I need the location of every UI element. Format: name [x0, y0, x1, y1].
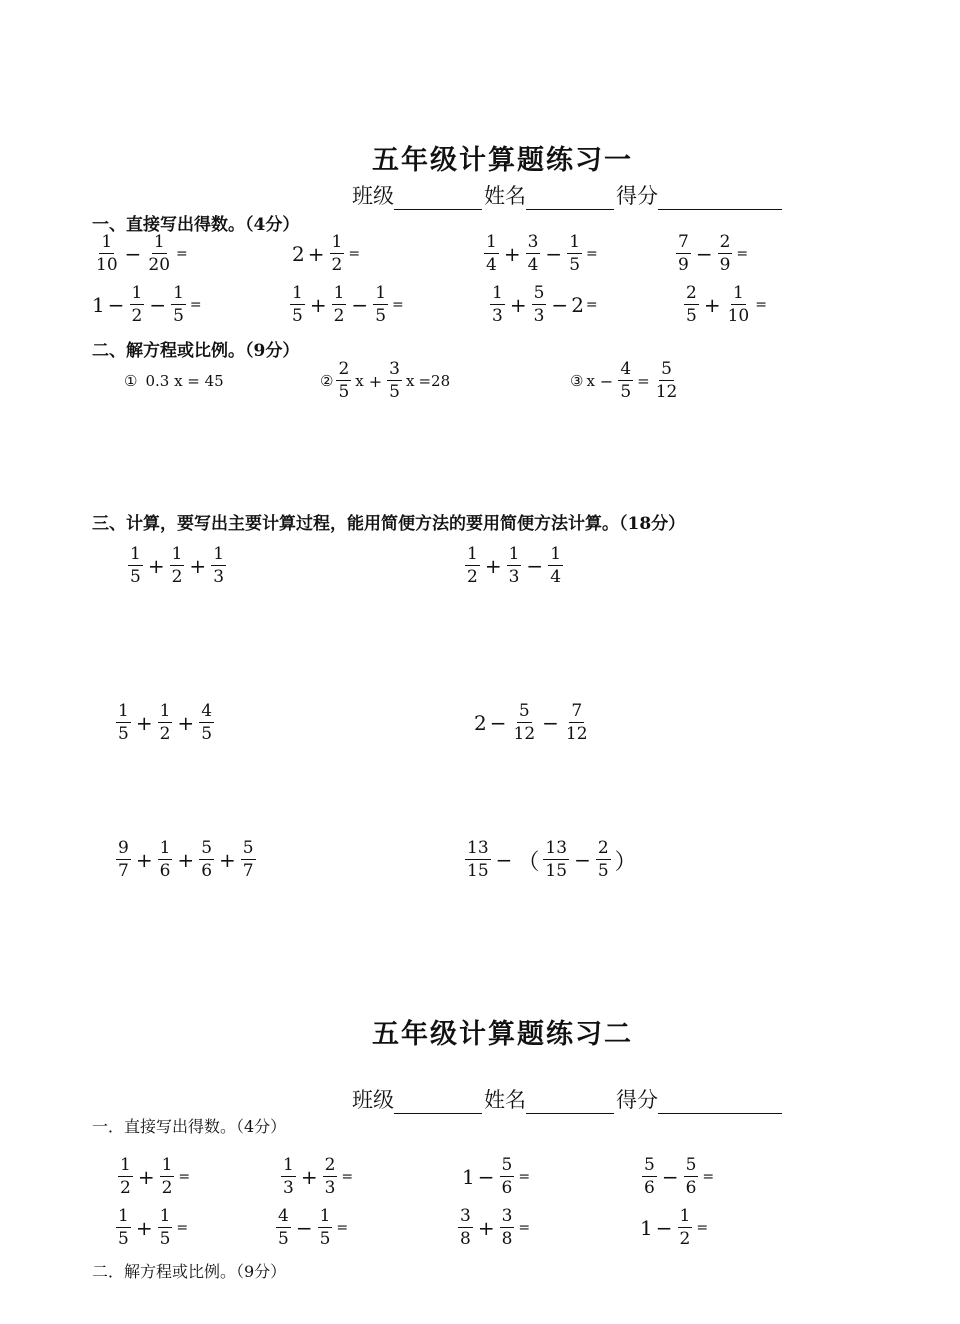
math-symbol: +: [135, 848, 153, 872]
numerator: 1: [131, 283, 143, 303]
math-symbol: =: [176, 246, 188, 262]
denominator: 20: [148, 255, 171, 275]
denominator: 2: [333, 306, 345, 326]
fraction: [211, 546, 226, 586]
numerator: 1: [292, 283, 303, 303]
fraction: [512, 703, 538, 743]
denominator: 10: [727, 306, 750, 326]
math-symbol: +: [477, 1216, 495, 1240]
fraction: [458, 1208, 473, 1248]
fraction: [116, 703, 131, 743]
denominator: 15: [545, 861, 568, 881]
math-symbol: x: [405, 372, 415, 390]
numerator: 2: [597, 838, 609, 858]
math-symbol: 0.3 x = 45: [145, 372, 224, 390]
numerator: 1: [375, 283, 387, 303]
fraction: [678, 1208, 693, 1248]
numerator: 1: [130, 544, 141, 564]
integer-term: 1: [640, 1216, 653, 1240]
equation-1: [124, 372, 226, 390]
math-symbol: ）: [614, 849, 637, 875]
fraction: [500, 1157, 515, 1197]
math-symbol: =28: [418, 372, 451, 390]
numerator: 1: [101, 232, 113, 252]
fraction: [146, 234, 172, 274]
problem-1-2: [292, 234, 360, 274]
fraction: [373, 285, 388, 325]
score-field[interactable]: [658, 189, 782, 210]
problem-s2-8: [640, 1208, 708, 1248]
page-title-1: 五年级计算题练习一: [372, 145, 633, 176]
denominator: 5: [118, 724, 129, 744]
math-symbol: +: [189, 554, 207, 578]
math-symbol: −: [695, 242, 713, 266]
numerator: 13: [467, 838, 489, 858]
score-field[interactable]: [658, 1093, 782, 1114]
fraction: [158, 703, 173, 743]
fraction: [684, 1157, 699, 1197]
fraction: [543, 840, 569, 880]
integer-term: 2: [571, 293, 584, 317]
fraction: [567, 234, 582, 274]
numerator: 2: [686, 283, 697, 303]
numerator: 4: [278, 1206, 289, 1226]
numerator: 13: [545, 838, 568, 858]
math-symbol: =: [341, 1169, 354, 1185]
fraction: [387, 361, 402, 401]
denominator: 3: [283, 1178, 294, 1198]
problem-1-3: [482, 234, 598, 274]
denominator: 4: [527, 255, 539, 275]
section-2-title-2: 二．解方程或比例。（9分）: [92, 1262, 287, 1281]
math-symbol: =: [176, 1220, 189, 1236]
denominator: 5: [278, 1229, 289, 1249]
numerator: 1: [569, 232, 581, 252]
numerator: 3: [501, 1206, 513, 1226]
numerator: 5: [644, 1155, 655, 1175]
math-symbol: −: [124, 242, 142, 266]
numerator: 1: [492, 283, 503, 303]
numerator: 4: [201, 701, 213, 721]
fraction: [507, 546, 522, 586]
fraction: [130, 285, 145, 325]
numerator: 1: [159, 701, 171, 721]
problem-3-5: [114, 840, 258, 880]
denominator: 5: [292, 306, 303, 326]
class-field[interactable]: [394, 1093, 482, 1114]
denominator: 8: [501, 1229, 513, 1249]
problem-1-4: [674, 234, 748, 274]
fraction: [158, 1208, 173, 1248]
math-symbol: x: [355, 372, 364, 390]
fraction: [618, 361, 633, 401]
fraction: [241, 840, 256, 880]
denominator: 5: [159, 1229, 171, 1249]
numerator: 1: [550, 544, 562, 564]
fraction: [564, 703, 590, 743]
fraction: [465, 840, 491, 880]
math-symbol: +: [137, 1165, 155, 1189]
fraction: [332, 285, 347, 325]
name-field[interactable]: [526, 1093, 614, 1114]
numerator: 1: [333, 283, 345, 303]
fraction: [318, 1208, 333, 1248]
numerator: 1: [679, 1206, 691, 1226]
math-symbol: −: [661, 1165, 679, 1189]
math-symbol: +: [135, 1216, 153, 1240]
numerator: 5: [685, 1155, 697, 1175]
numerator: 5: [242, 838, 254, 858]
numerator: 9: [118, 838, 129, 858]
fraction: [642, 1157, 657, 1197]
fraction: [276, 1208, 291, 1248]
math-symbol: =: [696, 1220, 709, 1236]
math-symbol: =: [586, 246, 598, 262]
problem-s2-3: [462, 1157, 530, 1197]
numerator: 5: [501, 1155, 513, 1175]
denominator: 6: [685, 1178, 697, 1198]
math-symbol: −: [351, 293, 369, 317]
numerator: 2: [719, 232, 731, 252]
math-symbol: −: [477, 1165, 495, 1189]
denominator: 3: [492, 306, 503, 326]
denominator: 9: [678, 255, 689, 275]
score-label: 得分: [616, 184, 658, 208]
denominator: 3: [213, 567, 225, 587]
equation-2: [320, 361, 452, 401]
math-symbol: x: [586, 372, 595, 390]
numerator: 4: [620, 359, 632, 379]
problem-1-8: [682, 285, 767, 325]
denominator: 2: [120, 1178, 131, 1198]
numerator: 5: [661, 359, 672, 379]
problem-s2-5: [114, 1208, 188, 1248]
math-symbol: =: [392, 297, 404, 313]
denominator: 7: [118, 861, 129, 881]
problem-s2-4: [640, 1157, 714, 1197]
numerator: 1: [213, 544, 225, 564]
denominator: 2: [131, 306, 143, 326]
math-symbol: ③: [570, 372, 584, 390]
denominator: 5: [686, 306, 697, 326]
problem-3-3: [114, 703, 216, 743]
numerator: 3: [460, 1206, 471, 1226]
denominator: 3: [324, 1178, 336, 1198]
fraction: [116, 840, 131, 880]
denominator: 2: [467, 567, 478, 587]
fraction: [290, 285, 305, 325]
score-label: 得分: [616, 1088, 658, 1112]
numerator: 3: [389, 359, 400, 379]
math-symbol: =: [178, 1169, 191, 1185]
numerator: 1: [118, 1206, 129, 1226]
numerator: 7: [571, 701, 583, 721]
numerator: 2: [338, 359, 350, 379]
math-symbol: −: [495, 848, 513, 872]
numerator: 5: [518, 701, 530, 721]
fraction: [199, 703, 214, 743]
fraction: [532, 285, 547, 325]
problem-3-1: [126, 546, 228, 586]
section-3-title: 三、计算，要写出主要计算过程，能用简便方法的要用简便方法计算。（18分）: [92, 514, 686, 534]
class-label: 班级: [352, 184, 394, 208]
fraction: [170, 546, 185, 586]
fraction: [199, 840, 214, 880]
numerator: 1: [283, 1155, 294, 1175]
fraction: [548, 546, 563, 586]
integer-term: 1: [462, 1165, 475, 1189]
student-info-2: [352, 1084, 784, 1114]
math-symbol: +: [307, 242, 325, 266]
math-symbol: +: [135, 711, 153, 735]
problem-3-2: [463, 546, 565, 586]
math-symbol: −: [542, 711, 559, 735]
denominator: 12: [513, 724, 536, 744]
numerator: 1: [120, 1155, 131, 1175]
page-title-2: 五年级计算题练习二: [372, 1019, 633, 1050]
denominator: 3: [508, 567, 520, 587]
math-symbol: +: [147, 554, 165, 578]
fraction: [526, 234, 541, 274]
denominator: 5: [338, 382, 350, 402]
denominator: 6: [159, 861, 171, 881]
denominator: 5: [620, 382, 632, 402]
class-label: 班级: [352, 1088, 394, 1112]
denominator: 5: [319, 1229, 331, 1249]
denominator: 8: [460, 1229, 471, 1249]
name-label: 姓名: [484, 1088, 526, 1112]
problem-s2-1: [116, 1157, 190, 1197]
denominator: 5: [569, 255, 581, 275]
denominator: 5: [118, 1229, 129, 1249]
fraction: [500, 1208, 515, 1248]
math-symbol: （: [517, 849, 540, 875]
math-symbol: +: [177, 848, 195, 872]
numerator: 1: [153, 232, 165, 252]
student-info-1: [352, 180, 784, 210]
numerator: 1: [319, 1206, 331, 1226]
fraction: [726, 285, 752, 325]
math-symbol: −: [526, 554, 544, 578]
math-symbol: +: [503, 242, 521, 266]
math-symbol: =: [518, 1169, 531, 1185]
fraction: [484, 234, 499, 274]
denominator: 3: [533, 306, 545, 326]
math-symbol: ①: [124, 372, 138, 390]
numerator: 2: [324, 1155, 336, 1175]
math-symbol: +: [309, 293, 327, 317]
numerator: 1: [161, 1155, 173, 1175]
fraction: [490, 285, 505, 325]
math-symbol: −: [295, 1216, 313, 1240]
problem-1-7: [488, 285, 598, 325]
name-label: 姓名: [484, 184, 526, 208]
name-field[interactable]: [526, 189, 614, 210]
denominator: 12: [655, 382, 678, 402]
section-1-title: 一、直接写出得数。（4分）: [92, 215, 300, 235]
math-symbol: +: [177, 711, 195, 735]
math-symbol: =: [348, 246, 361, 262]
fraction: [596, 840, 611, 880]
numerator: 1: [467, 544, 478, 564]
fraction: [94, 234, 120, 274]
fraction: [676, 234, 691, 274]
numerator: 5: [533, 283, 545, 303]
denominator: 2: [679, 1229, 691, 1249]
math-symbol: ②: [320, 372, 334, 390]
integer-term: 2: [292, 242, 305, 266]
math-symbol: −: [655, 1216, 673, 1240]
denominator: 2: [159, 724, 171, 744]
math-symbol: −: [599, 371, 614, 391]
section-1-title-2: 一．直接写出得数。（4分）: [92, 1117, 287, 1136]
math-symbol: +: [509, 293, 527, 317]
fraction: [718, 234, 733, 274]
numerator: 1: [159, 838, 171, 858]
math-symbol: −: [574, 848, 591, 872]
fraction: [118, 1157, 133, 1197]
denominator: 9: [719, 255, 731, 275]
problem-1-5: [92, 285, 202, 325]
math-symbol: −: [551, 293, 569, 317]
problem-1-6: [288, 285, 404, 325]
denominator: 10: [96, 255, 118, 275]
numerator: 1: [171, 544, 183, 564]
math-symbol: =: [585, 297, 598, 313]
denominator: 7: [242, 861, 254, 881]
fraction: [158, 840, 173, 880]
math-symbol: +: [484, 554, 502, 578]
fraction: [323, 1157, 338, 1197]
fraction: [684, 285, 699, 325]
integer-term: 2: [474, 711, 487, 735]
denominator: 4: [550, 567, 562, 587]
fraction: [330, 234, 345, 274]
numerator: 1: [173, 283, 184, 303]
problem-s2-6: [274, 1208, 348, 1248]
numerator: 1: [118, 701, 129, 721]
math-symbol: +: [300, 1165, 318, 1189]
fraction: [281, 1157, 296, 1197]
numerator: 1: [331, 232, 343, 252]
fraction: [465, 546, 480, 586]
denominator: 15: [467, 861, 489, 881]
denominator: 5: [389, 382, 400, 402]
denominator: 5: [130, 567, 141, 587]
denominator: 2: [171, 567, 183, 587]
denominator: 6: [201, 861, 213, 881]
fraction: [128, 546, 143, 586]
math-symbol: =: [755, 297, 767, 313]
numerator: 5: [201, 838, 213, 858]
math-symbol: +: [368, 371, 383, 391]
numerator: 1: [486, 232, 497, 252]
fraction: [336, 361, 351, 401]
fraction: [160, 1157, 175, 1197]
denominator: 6: [501, 1178, 513, 1198]
math-symbol: =: [637, 372, 650, 390]
math-symbol: −: [107, 293, 125, 317]
problem-s2-2: [279, 1157, 353, 1197]
denominator: 5: [375, 306, 387, 326]
math-symbol: =: [702, 1169, 715, 1185]
integer-term: 1: [92, 293, 105, 317]
equation-3: [570, 361, 681, 401]
denominator: 6: [644, 1178, 655, 1198]
denominator: 2: [161, 1178, 173, 1198]
fraction: [654, 361, 680, 401]
math-symbol: −: [489, 711, 507, 735]
math-symbol: =: [189, 297, 202, 313]
numerator: 1: [508, 544, 520, 564]
math-symbol: +: [219, 848, 236, 872]
denominator: 5: [597, 861, 609, 881]
numerator: 7: [678, 232, 689, 252]
numerator: 3: [527, 232, 539, 252]
problem-3-4: [474, 703, 592, 743]
class-field[interactable]: [394, 189, 482, 210]
denominator: 4: [486, 255, 497, 275]
math-symbol: =: [336, 1220, 349, 1236]
problem-1-1: [92, 234, 188, 274]
section-2-title: 二、解方程或比例。（9分）: [92, 341, 300, 361]
problem-s2-7: [456, 1208, 530, 1248]
fraction: [171, 285, 186, 325]
math-symbol: −: [149, 293, 167, 317]
math-symbol: +: [703, 293, 721, 317]
math-symbol: −: [545, 242, 563, 266]
denominator: 2: [331, 255, 343, 275]
problem-3-6: [463, 840, 639, 880]
math-symbol: =: [518, 1220, 531, 1236]
denominator: 12: [565, 724, 588, 744]
numerator: 1: [733, 283, 744, 303]
numerator: 1: [159, 1206, 171, 1226]
math-symbol: =: [736, 246, 749, 262]
fraction: [116, 1208, 131, 1248]
denominator: 5: [173, 306, 184, 326]
denominator: 5: [201, 724, 213, 744]
